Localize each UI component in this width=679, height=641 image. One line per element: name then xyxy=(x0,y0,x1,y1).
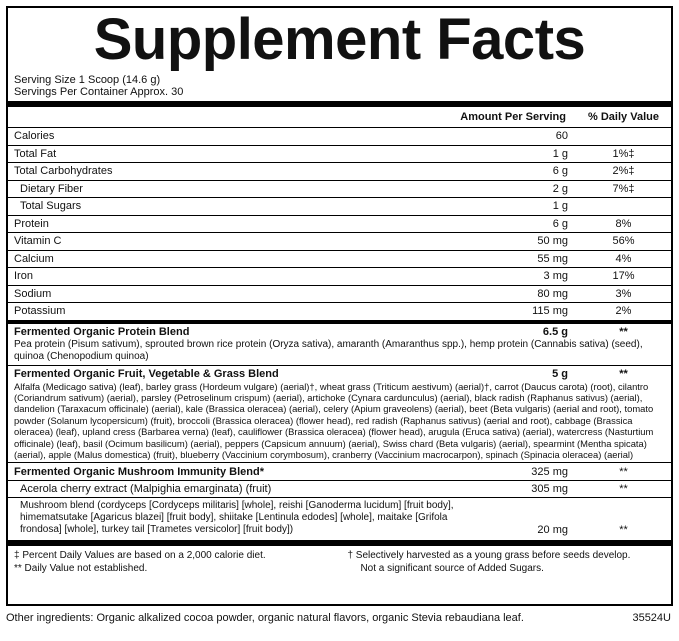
acerola-row xyxy=(8,481,671,499)
blend-amount: 6.5 g xyxy=(542,325,568,338)
acerola-name: Acerola cherry extract (Malpighia emarginata) (fruit) xyxy=(20,483,272,496)
nutrient-name: Potassium xyxy=(14,305,66,318)
column-header xyxy=(8,107,671,128)
nutrient-row xyxy=(8,146,671,164)
blend-name: Fermented Organic Mushroom Immunity Blend* xyxy=(14,465,264,478)
nutrient-dv: 1%‡ xyxy=(612,147,635,160)
nutrient-name: Protein xyxy=(14,217,49,230)
fruit-veg-blend xyxy=(8,366,671,464)
mushroom-blend-row xyxy=(8,498,671,538)
nutrient-amount: 50 mg xyxy=(537,235,568,248)
blend-dv: ** xyxy=(619,325,628,338)
blend-dv: ** xyxy=(619,465,628,478)
blend-amount: 5 g xyxy=(552,367,568,380)
blend-name: Fermented Organic Fruit, Vegetable & Grass Blend xyxy=(14,367,279,380)
nutrient-amount: 1 g xyxy=(552,147,568,160)
servings-per-container: Servings Per Container Approx. 30 xyxy=(14,86,184,98)
blend-dv: ** xyxy=(619,367,628,380)
nutrient-dv: 8% xyxy=(615,217,632,230)
nutrient-amount: 55 mg xyxy=(537,252,568,265)
nutrient-dv: 2% xyxy=(615,305,632,318)
nutrient-dv: 7%‡ xyxy=(612,182,635,195)
amount-header: Amount Per Serving xyxy=(460,111,566,123)
panel-title: Supplement Facts xyxy=(93,7,586,72)
footnote-dv-not-established: ** Daily Value not established. xyxy=(14,563,148,575)
blend-amount: 325 mg xyxy=(531,465,568,478)
nutrient-row xyxy=(8,198,671,216)
nutrient-dv: 17% xyxy=(612,270,635,283)
nutrient-row xyxy=(8,181,671,199)
footnote-young-grass: † Selectively harvested as a young grass before seeds develop. xyxy=(347,550,631,562)
nutrient-name: Calcium xyxy=(14,252,54,265)
acerola-dv: ** xyxy=(619,483,628,496)
nutrient-amount: 1 g xyxy=(552,200,568,213)
nutrient-row xyxy=(8,163,671,181)
supplement-facts-panel xyxy=(6,6,673,606)
nutrient-amount: 60 xyxy=(555,130,568,143)
nutrient-row xyxy=(8,216,671,234)
blend-ingredients: Pea protein (Pisum sativum), sprouted brown rice protein (Oryza sativa), amaranth (Amaranthus spp.), hemp protein (Cannabis sativa) (seed), quinoa (Chenopodium quinoa) xyxy=(14,338,643,362)
nutrient-row xyxy=(8,128,671,146)
nutrient-row xyxy=(8,233,671,251)
nutrient-name: Dietary Fiber xyxy=(20,182,83,195)
nutrient-row xyxy=(8,268,671,286)
blend-name: Fermented Organic Protein Blend xyxy=(14,325,190,338)
nutrient-dv: 3% xyxy=(615,287,632,300)
nutrient-name: Sodium xyxy=(14,287,52,300)
nutrient-row xyxy=(8,286,671,304)
nutrient-amount: 2 g xyxy=(552,182,568,195)
nutrient-name: Total Carbohydrates xyxy=(14,165,113,178)
nutrient-amount: 3 mg xyxy=(543,270,568,283)
nutrient-amount: 6 g xyxy=(552,165,568,178)
product-code: 35524U xyxy=(632,612,671,624)
serving-size: Serving Size 1 Scoop (14.6 g) xyxy=(14,74,161,86)
nutrient-name: Vitamin C xyxy=(14,235,62,248)
footnote-added-sugars: Not a significant source of Added Sugars. xyxy=(360,563,544,575)
nutrient-row xyxy=(8,251,671,269)
mushroom-blend-amount: 20 mg xyxy=(537,524,568,537)
nutrient-amount: 80 mg xyxy=(537,287,568,300)
mushroom-immunity-blend xyxy=(8,463,671,481)
acerola-amount: 305 mg xyxy=(531,483,568,496)
footnote-percent-dv: ‡ Percent Daily Values are based on a 2,000 calorie diet. xyxy=(14,550,266,562)
nutrient-row xyxy=(8,303,671,321)
nutrient-dv: 4% xyxy=(615,252,632,265)
mushroom-blend-dv: ** xyxy=(619,524,628,537)
dv-header: % Daily Value xyxy=(588,111,659,123)
nutrient-amount: 115 mg xyxy=(532,305,568,318)
nutrient-list xyxy=(8,128,671,321)
nutrient-name: Calories xyxy=(14,130,55,143)
mushroom-blend-text: Mushroom blend (cordyceps [Cordyceps militaris] [whole], reishi [Ganoderma lucidum] [fruit body], himematsutake [Agaricus blazei] [fruit body], shiitake [Lentinula edodes] [whole], maitake [Grifola frondosa] [whole], turkey tail [Trametes versicolor] [fruit body]) xyxy=(20,500,454,536)
nutrient-dv: 2%‡ xyxy=(612,165,635,178)
nutrient-name: Iron xyxy=(14,270,33,283)
other-ingredients: Other ingredients: Organic alkalized cocoa powder, organic natural flavors, organic Stevia rebaudiana leaf. xyxy=(6,612,524,624)
nutrient-amount: 6 g xyxy=(552,217,568,230)
nutrient-dv: 56% xyxy=(612,235,635,248)
nutrient-name: Total Fat xyxy=(14,147,57,160)
nutrient-name: Total Sugars xyxy=(20,200,82,213)
footnotes xyxy=(8,546,671,578)
blend-ingredients: Alfalfa (Medicago sativa) (leaf), barley grass (Hordeum vulgare) (aerial)†, wheat grass (Triticum aestivum) (aerial)†, carrot (Daucus carota) (root), cilantro (Coriandrum sativum) (aerial), parsley (Petroselinum crispum) (aerial), artichoke (Cynara cardunculus) (aerial), black radish (Raphanus sativus) (aerial), dandelion (Taraxacum officinale) (aerial), kale (Brassica oleracea) (aerial), celery (Apium graveolens) (aerial), beet (Beta vulgaris) (aerial and root), tomato powder (Solanum lycopersicum) (fruit), broccoli (Brassica oleracea) (flower head), red radish (Raphanus sativus) (aerial and root), cabbage (Brassica oleracea) (leaf), upland cress (Barbarea verna) (leaf), cauliflower (Brassica oleracea) (flower head), arugula (Eruca sativa) (aerial), watercress (Nasturtium officinale) (leaf), basil (Ocimum basilicum) (aerial), peppers (Capsicum annuum) (aerial), Swiss chard (Beta vulgaris) (aerial), spearmint (Mentha spicata) (aerial), apple (Malus domestica) (fruit), blueberry (Vaccinium corymbosum), cranberry (Vaccinium macrocarpon), spinach (Spinacia oleracea) (aerial) xyxy=(14,380,654,460)
protein-blend xyxy=(8,324,671,366)
